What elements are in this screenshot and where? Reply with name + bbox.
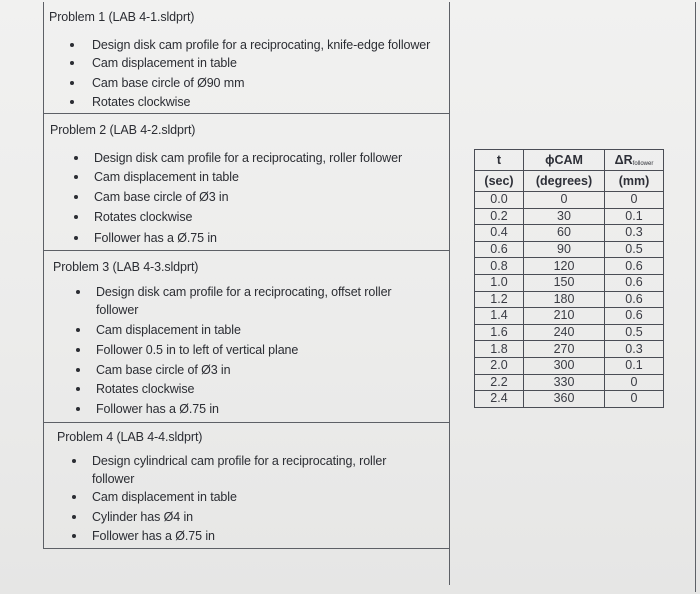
table-row <box>475 357 664 374</box>
cell-t: 1.8 <box>475 341 524 358</box>
cell-deg: 60 <box>524 225 605 242</box>
table-row <box>475 391 664 408</box>
list-item: Rotates clockwise <box>94 211 192 224</box>
table-row <box>475 324 664 341</box>
list-item: follower <box>92 472 135 486</box>
bullet-icon <box>70 81 74 85</box>
middle-border <box>449 2 450 585</box>
cell-mm: 0.1 <box>605 357 664 374</box>
problem-2-title: Problem 2 (LAB 4-2.sldprt) <box>50 123 196 137</box>
header-phi-cam: ϕCAM <box>524 150 605 171</box>
problem-1-title: Problem 1 (LAB 4-1.sldprt) <box>49 10 195 24</box>
list-item: Follower has a Ø.75 in <box>96 403 219 416</box>
cell-t: 1.0 <box>475 274 524 291</box>
bullet-icon <box>74 175 78 179</box>
bullet-icon <box>76 290 80 294</box>
cell-mm: 0.6 <box>605 258 664 275</box>
left-border <box>43 2 44 549</box>
list-item: Design disk cam profile for a reciprocating, roller follower <box>94 152 402 165</box>
cell-mm: 0 <box>605 374 664 391</box>
bullet-icon <box>74 156 78 160</box>
row-divider-1 <box>43 113 449 114</box>
bullet-icon <box>76 387 80 391</box>
table-row <box>475 308 664 325</box>
cell-mm: 0.5 <box>605 241 664 258</box>
list-item: Cam displacement in table <box>94 171 239 184</box>
list-item: Cam base circle of Ø90 mm <box>92 77 244 90</box>
cell-deg: 180 <box>524 291 605 308</box>
cell-deg: 270 <box>524 341 605 358</box>
cell-t: 0.0 <box>475 192 524 209</box>
bullet-icon <box>72 459 76 463</box>
cell-deg: 150 <box>524 274 605 291</box>
list-item: Cam displacement in table <box>96 324 241 337</box>
cell-t: 2.4 <box>475 391 524 408</box>
list-item: Rotates clockwise <box>96 383 194 396</box>
list-item: Cam displacement in table <box>92 491 237 504</box>
cell-deg: 330 <box>524 374 605 391</box>
bullet-icon <box>76 328 80 332</box>
header-delta-r-unit: (mm) <box>605 171 664 192</box>
table-row <box>475 258 664 275</box>
cell-mm: 0.6 <box>605 308 664 325</box>
problem-3-title: Problem 3 (LAB 4-3.sldprt) <box>53 260 199 274</box>
table-row <box>475 341 664 358</box>
table-row <box>475 225 664 242</box>
bullet-icon <box>74 215 78 219</box>
bullet-icon <box>76 348 80 352</box>
bullet-icon <box>76 407 80 411</box>
cell-deg: 30 <box>524 208 605 225</box>
cell-t: 0.8 <box>475 258 524 275</box>
cell-t: 0.6 <box>475 241 524 258</box>
header-phi-cam-unit: (degrees) <box>524 171 605 192</box>
list-item: Cam base circle of Ø3 in <box>94 191 228 204</box>
list-item: Design cylindrical cam profile for a reciprocating, roller <box>92 455 386 468</box>
bullet-icon <box>72 515 76 519</box>
list-item: Follower 0.5 in to left of vertical plane <box>96 344 298 357</box>
list-item: Design disk cam profile for a reciprocating, offset roller <box>96 286 392 299</box>
list-item: Follower has a Ø.75 in <box>92 530 215 543</box>
bottom-border <box>43 548 449 549</box>
bullet-icon <box>70 100 74 104</box>
cell-mm: 0.6 <box>605 291 664 308</box>
cell-deg: 120 <box>524 258 605 275</box>
cell-t: 1.2 <box>475 291 524 308</box>
cell-t: 1.6 <box>475 324 524 341</box>
cell-deg: 300 <box>524 357 605 374</box>
cell-mm: 0.3 <box>605 225 664 242</box>
bullet-icon <box>74 195 78 199</box>
table-row <box>475 192 664 209</box>
cell-mm: 0.6 <box>605 274 664 291</box>
bullet-icon <box>70 43 74 47</box>
cell-deg: 360 <box>524 391 605 408</box>
cell-deg: 90 <box>524 241 605 258</box>
list-item: follower <box>96 303 139 317</box>
right-border <box>695 2 696 592</box>
cam-displacement-table <box>474 149 664 408</box>
cell-deg: 240 <box>524 324 605 341</box>
cell-deg: 210 <box>524 308 605 325</box>
row-divider-2 <box>43 250 449 251</box>
header-delta-r: ΔRfollower <box>605 150 664 171</box>
table-row <box>475 241 664 258</box>
header-t-unit: (sec) <box>475 171 524 192</box>
cell-t: 2.0 <box>475 357 524 374</box>
bullet-icon <box>74 236 78 240</box>
cell-mm: 0 <box>605 192 664 209</box>
list-item: Design disk cam profile for a reciprocating, knife-edge follower <box>92 39 430 52</box>
header-t: t <box>475 150 524 171</box>
cell-mm: 0.3 <box>605 341 664 358</box>
problem-4-title: Problem 4 (LAB 4-4.sldprt) <box>57 430 203 444</box>
cell-t: 0.4 <box>475 225 524 242</box>
bullet-icon <box>72 534 76 538</box>
table-row <box>475 291 664 308</box>
cell-deg: 0 <box>524 192 605 209</box>
cell-t: 1.4 <box>475 308 524 325</box>
list-item: Cam base circle of Ø3 in <box>96 364 230 377</box>
list-item: Cam displacement in table <box>92 57 237 70</box>
list-item: Follower has a Ø.75 in <box>94 232 217 245</box>
bullet-icon <box>72 495 76 499</box>
bullet-icon <box>76 368 80 372</box>
cell-mm: 0.5 <box>605 324 664 341</box>
list-item: Cylinder has Ø4 in <box>92 511 193 524</box>
cell-mm: 0 <box>605 391 664 408</box>
table-row <box>475 274 664 291</box>
cell-mm: 0.1 <box>605 208 664 225</box>
cell-t: 2.2 <box>475 374 524 391</box>
table-row <box>475 374 664 391</box>
row-divider-3 <box>43 422 449 423</box>
bullet-icon <box>70 61 74 65</box>
cell-t: 0.2 <box>475 208 524 225</box>
list-item: Rotates clockwise <box>92 96 190 109</box>
table-row <box>475 208 664 225</box>
